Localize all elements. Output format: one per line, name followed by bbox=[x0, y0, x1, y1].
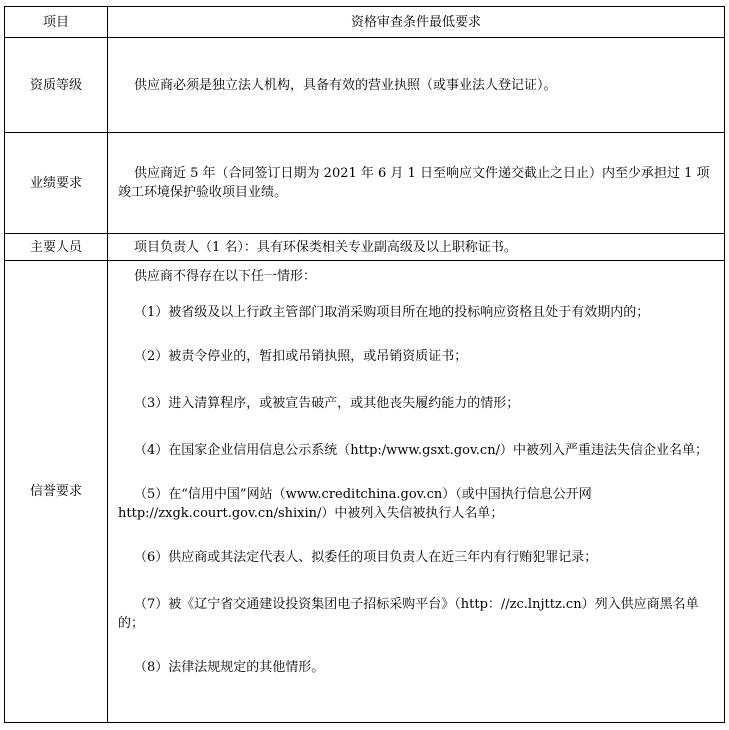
header-item: 项目 bbox=[5, 7, 108, 38]
text-performance: 供应商近 5 年（合同签订日期为 2021 年 6 月 1 日至响应文件递交截止之日止）内至少承担过 1 项竣工环境保护验收项目业绩。 bbox=[118, 166, 710, 200]
text-staff: 项目负责人（1 名）：具有环保类相关专业副高级及以上职称证书。 bbox=[134, 239, 517, 255]
list-item: （7）被《辽宁省交通建设投资集团电子招标采购平台》（http：//zc.lnjttz.cn）列入供应商黑名单的； bbox=[118, 597, 699, 631]
text-qualification: 供应商必须是独立法人机构，具备有效的营业执照（或事业法人登记证）。 bbox=[134, 77, 557, 93]
cell-staff bbox=[108, 234, 725, 261]
list-item: （3）进入清算程序，或被宣告破产，或其他丧失履约能力的情形； bbox=[134, 396, 520, 411]
header-requirement: 资格审查条件最低要求 bbox=[108, 7, 725, 38]
cell-qualification bbox=[108, 38, 725, 133]
table-row-qualification bbox=[5, 38, 725, 133]
list-item: （5）在“信用中国”网站（www.creditchina.gov.cn）（或中国执行信息公开网 http://zxgk.court.gov.cn/shixin/）中被列入失信被执行人名单； bbox=[118, 487, 605, 521]
qualification-requirements-table bbox=[4, 6, 725, 723]
table-row-staff bbox=[5, 234, 725, 261]
label-staff: 主要人员 bbox=[5, 234, 108, 261]
table-header-row bbox=[5, 7, 725, 38]
list-item: （1）被省级及以上行政主管部门取消采购项目所在地的投标响应资格且处于有效期内的； bbox=[134, 305, 650, 320]
label-qualification: 资质等级 bbox=[5, 38, 108, 133]
list-item: （6）供应商或其法定代表人、拟委任的项目负责人在近三年内有行贿犯罪记录； bbox=[134, 550, 598, 565]
cell-performance bbox=[108, 133, 725, 234]
label-performance: 业绩要求 bbox=[5, 133, 108, 234]
list-item: （4）在国家企业信用信息公示系统（http:/www.gsxt.gov.cn/）中被列入严重违法失信企业名单； bbox=[134, 443, 708, 458]
cell-credit bbox=[108, 261, 725, 723]
label-credit: 信誉要求 bbox=[5, 261, 108, 723]
credit-conditions-list bbox=[118, 261, 716, 677]
list-item: （8）法律法规规定的其他情形。 bbox=[134, 660, 325, 675]
table-row-credit bbox=[5, 261, 725, 723]
credit-intro: 供应商不得存在以下任一情形： bbox=[134, 269, 317, 284]
list-item: （2）被责令停业的，暂扣或吊销执照，或吊销资质证书； bbox=[134, 349, 468, 364]
table-row-performance bbox=[5, 133, 725, 234]
